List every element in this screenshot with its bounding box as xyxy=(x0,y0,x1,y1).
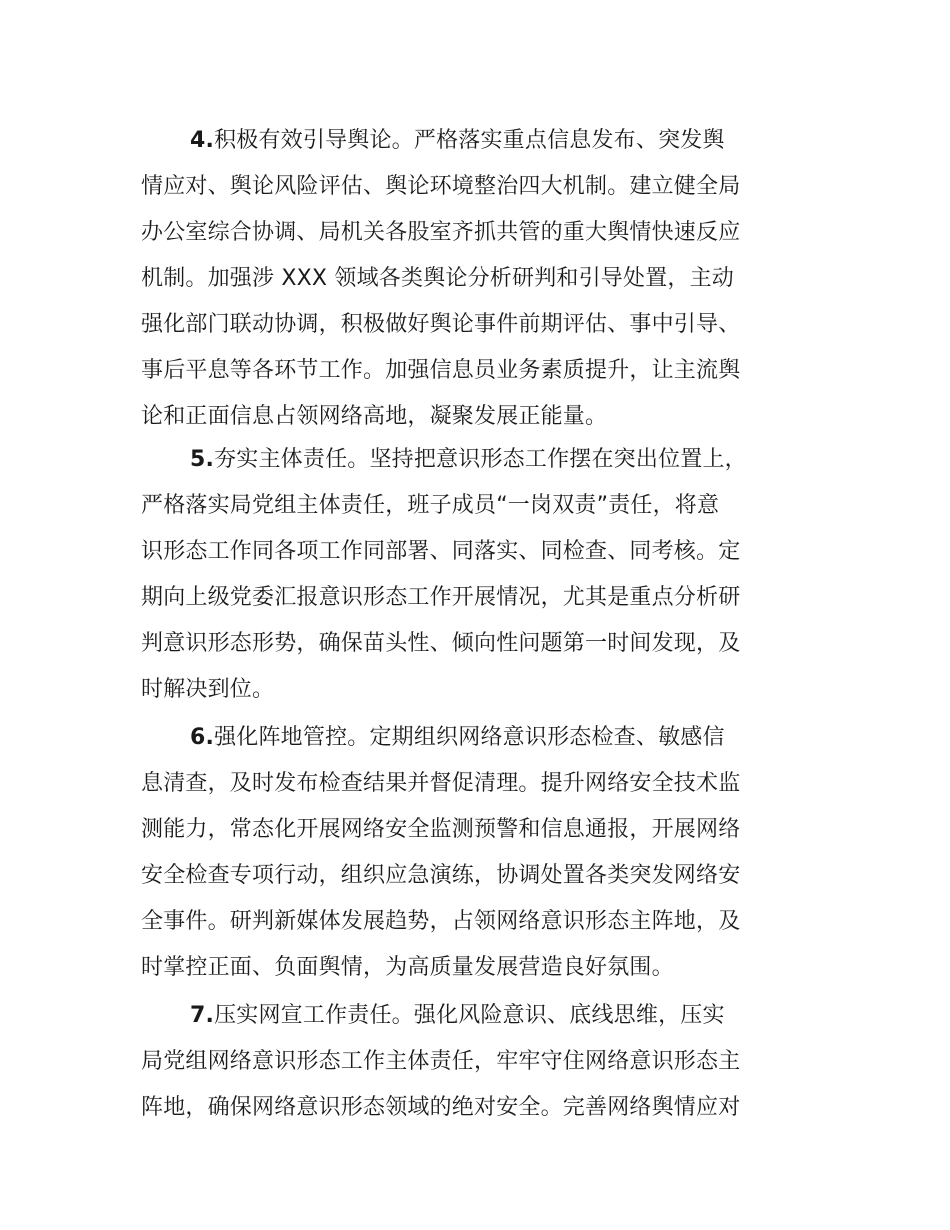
paragraph-line: 安全检查专项行动，组织应急演练，协调处置各类突发网络安 xyxy=(141,863,741,888)
paragraph-line: 息清查，及时发布检查结果并督促清理。提升网络安全技术监 xyxy=(141,771,741,796)
paragraph-line: 6.强化阵地管控。定期组织网络意识形态检查、敏感信 xyxy=(190,725,725,750)
paragraph-line: 局党组网络意识形态工作主体责任，牢牢守住网络意识形态主 xyxy=(141,1049,741,1074)
paragraph-line: 测能力，常态化开展网络安全监测预警和信息通报，开展网络 xyxy=(141,817,741,842)
paragraph-line: 全事件。研判新媒体发展趋势，占领网络意识形态主阵地，及 xyxy=(141,909,741,934)
paragraph-line: 论和正面信息占领网络高地，凝聚发展正能量。 xyxy=(141,404,608,429)
paragraph-line: 4.积极有效引导舆论。严格落实重点信息发布、突发舆 xyxy=(190,128,725,153)
paragraph-line: 7.压实网宣工作责任。强化风险意识、底线思维，压实 xyxy=(190,1003,725,1028)
paragraph-line: 识形态工作同各项工作同部署、同落实、同检查、同考核。定 xyxy=(141,539,741,564)
paragraph-line: 强化部门联动协调，积极做好舆论事件前期评估、事中引导、 xyxy=(141,312,741,337)
paragraph-line: 阵地，确保网络意识形态领域的绝对安全。完善网络舆情应对 xyxy=(141,1095,741,1120)
paragraph-line: 时解决到位。 xyxy=(141,677,275,702)
paragraph-line: 办公室综合协调、局机关各股室齐抓共管的重大舆情快速反应 xyxy=(141,220,741,245)
paragraph-number: 5. xyxy=(190,447,215,472)
paragraph-line: 5.夯实主体责任。坚持把意识形态工作摆在突出位置上， xyxy=(190,447,747,472)
paragraph-line: 判意识形态形势，确保苗头性、倾向性问题第一时间发现，及 xyxy=(141,631,741,656)
paragraph-number: 4. xyxy=(190,128,215,153)
paragraph-line: 期向上级党委汇报意识形态工作开展情况，尤其是重点分析研 xyxy=(141,585,741,610)
paragraph-number: 7. xyxy=(190,1003,215,1028)
paragraph-line: 事后平息等各环节工作。加强信息员业务素质提升，让主流舆 xyxy=(141,358,741,383)
paragraph-line: 时掌控正面、负面舆情，为高质量发展营造良好氛围。 xyxy=(141,955,674,980)
paragraph-line: 机制。加强涉 XXX 领域各类舆论分析研判和引导处置，主动 xyxy=(141,266,735,291)
paragraph-line: 严格落实局党组主体责任，班子成员“一岗双责”责任，将意 xyxy=(141,493,720,518)
paragraph-number: 6. xyxy=(190,725,215,750)
paragraph-line: 情应对、舆论风险评估、舆论环境整治四大机制。建立健全局 xyxy=(141,174,741,199)
